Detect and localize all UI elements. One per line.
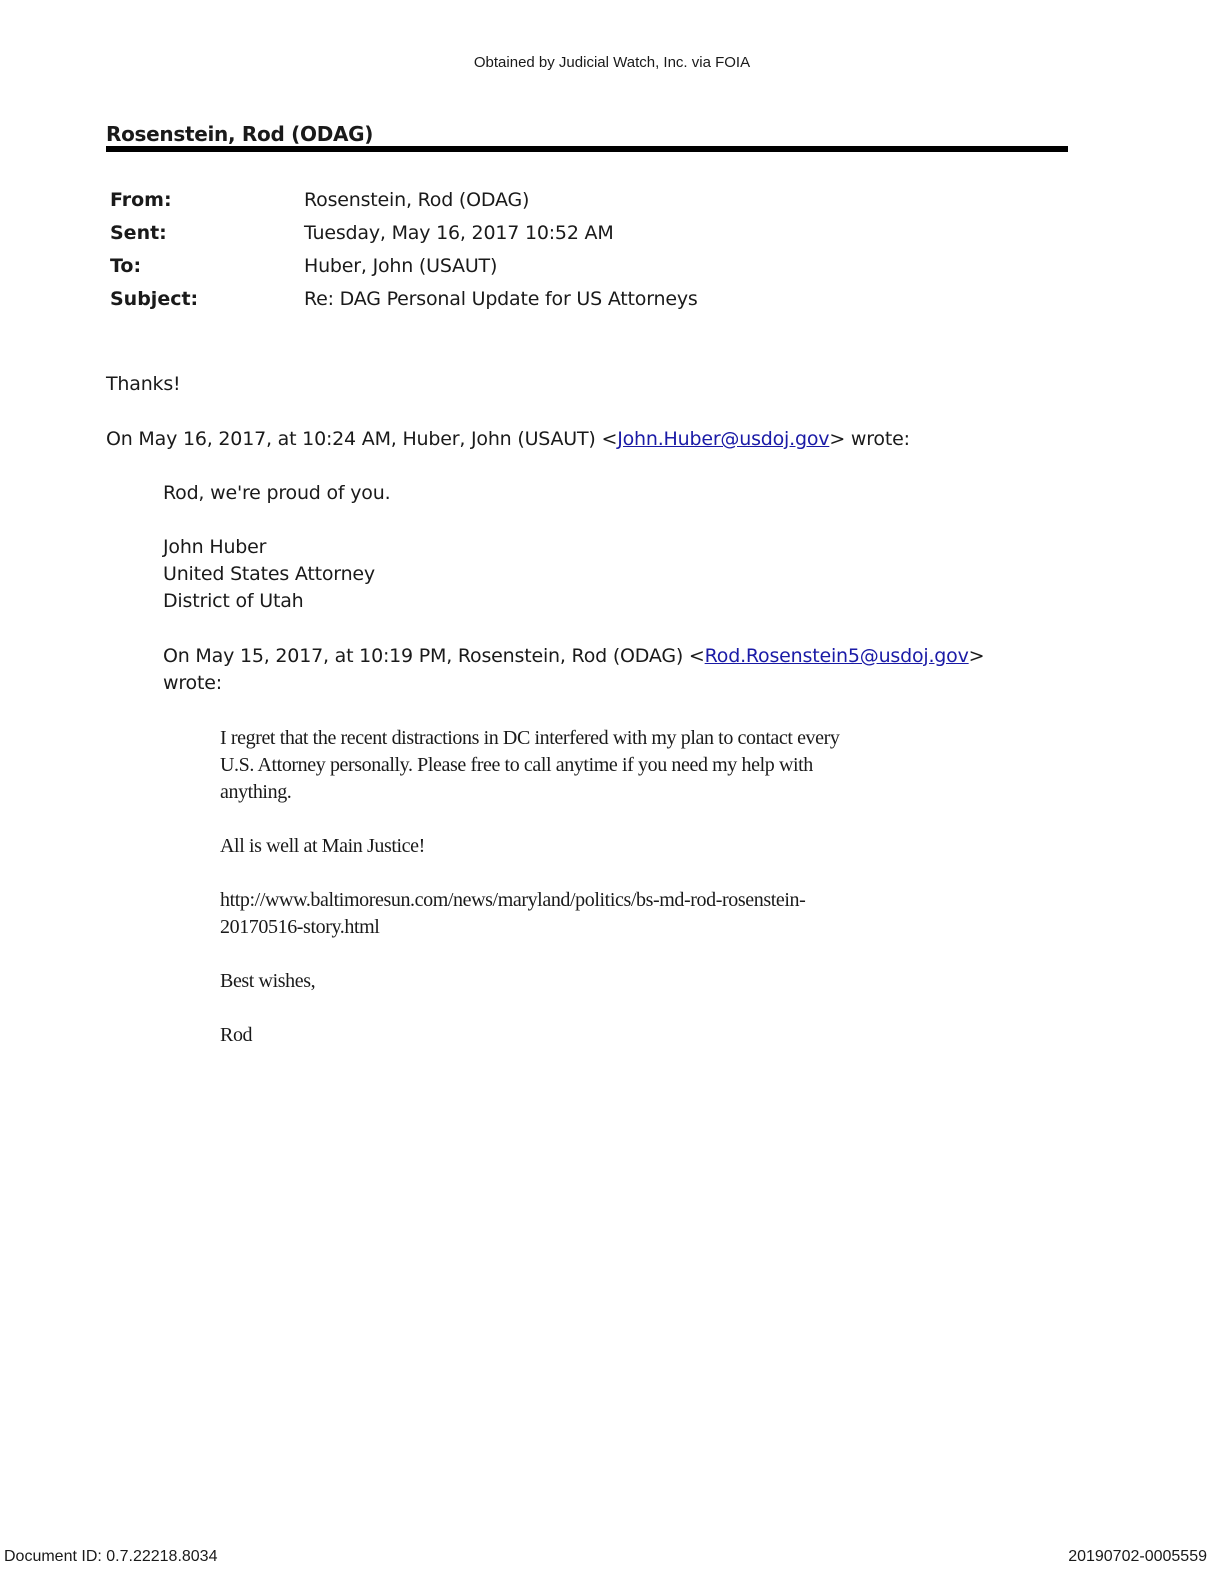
header-divider xyxy=(106,146,1068,152)
subject-value: Re: DAG Personal Update for US Attorneys xyxy=(304,288,698,310)
quote2-intro-wrap: wrote: xyxy=(163,672,222,694)
quote2-paragraph1-line1: I regret that the recent distractions in DC interfered with my plan to contact every xyxy=(220,727,840,749)
sent-value: Tuesday, May 16, 2017 10:52 AM xyxy=(304,222,614,244)
quote2-paragraph1-line3: anything. xyxy=(220,781,292,803)
quote2-intro xyxy=(163,645,984,667)
foia-banner: Obtained by Judicial Watch, Inc. via FOIA xyxy=(473,54,751,71)
subject-label: Subject: xyxy=(110,288,199,310)
quote2-intro-before: On May 15, 2017, at 10:19 PM, Rosenstein, Rod (ODAG) < xyxy=(163,645,705,667)
bates-number: 20190702-0005559 xyxy=(1068,1548,1207,1565)
quote2-closing: Best wishes, xyxy=(220,970,316,992)
quote2-intro-after: > xyxy=(968,645,985,667)
quote2-signoff: Rod xyxy=(220,1024,253,1046)
document-id: Document ID: 0.7.22218.8034 xyxy=(4,1548,218,1565)
sent-label: Sent: xyxy=(110,222,167,244)
signature-title: United States Attorney xyxy=(163,563,375,585)
article-url-line1[interactable]: http://www.baltimoresun.com/news/maryland/politics/bs-md-rod-rosenstein- xyxy=(220,889,806,911)
quote1-intro-before: On May 16, 2017, at 10:24 AM, Huber, John (USAUT) < xyxy=(106,428,618,450)
signature-district: District of Utah xyxy=(163,590,304,612)
article-url-line2[interactable]: 20170516-story.html xyxy=(220,916,380,938)
john-huber-email-link[interactable]: John.Huber@usdoj.gov xyxy=(617,428,830,450)
mailbox-owner-name: Rosenstein, Rod (ODAG) xyxy=(106,122,374,146)
quote1-intro xyxy=(106,428,910,450)
from-label: From: xyxy=(110,189,172,211)
quote1-intro-after: > wrote: xyxy=(829,428,910,450)
rod-rosenstein-email-link[interactable]: Rod.Rosenstein5@usdoj.gov xyxy=(704,645,969,667)
from-value: Rosenstein, Rod (ODAG) xyxy=(304,189,530,211)
quote1-message: Rod, we're proud of you. xyxy=(163,482,391,504)
reply-text: Thanks! xyxy=(106,373,181,395)
signature-name: John Huber xyxy=(163,536,267,558)
quote2-paragraph2: All is well at Main Justice! xyxy=(220,835,425,857)
quote2-paragraph1-line2: U.S. Attorney personally. Please free to call anytime if you need my help with xyxy=(220,754,813,776)
to-value: Huber, John (USAUT) xyxy=(304,255,498,277)
to-label: To: xyxy=(110,255,142,277)
